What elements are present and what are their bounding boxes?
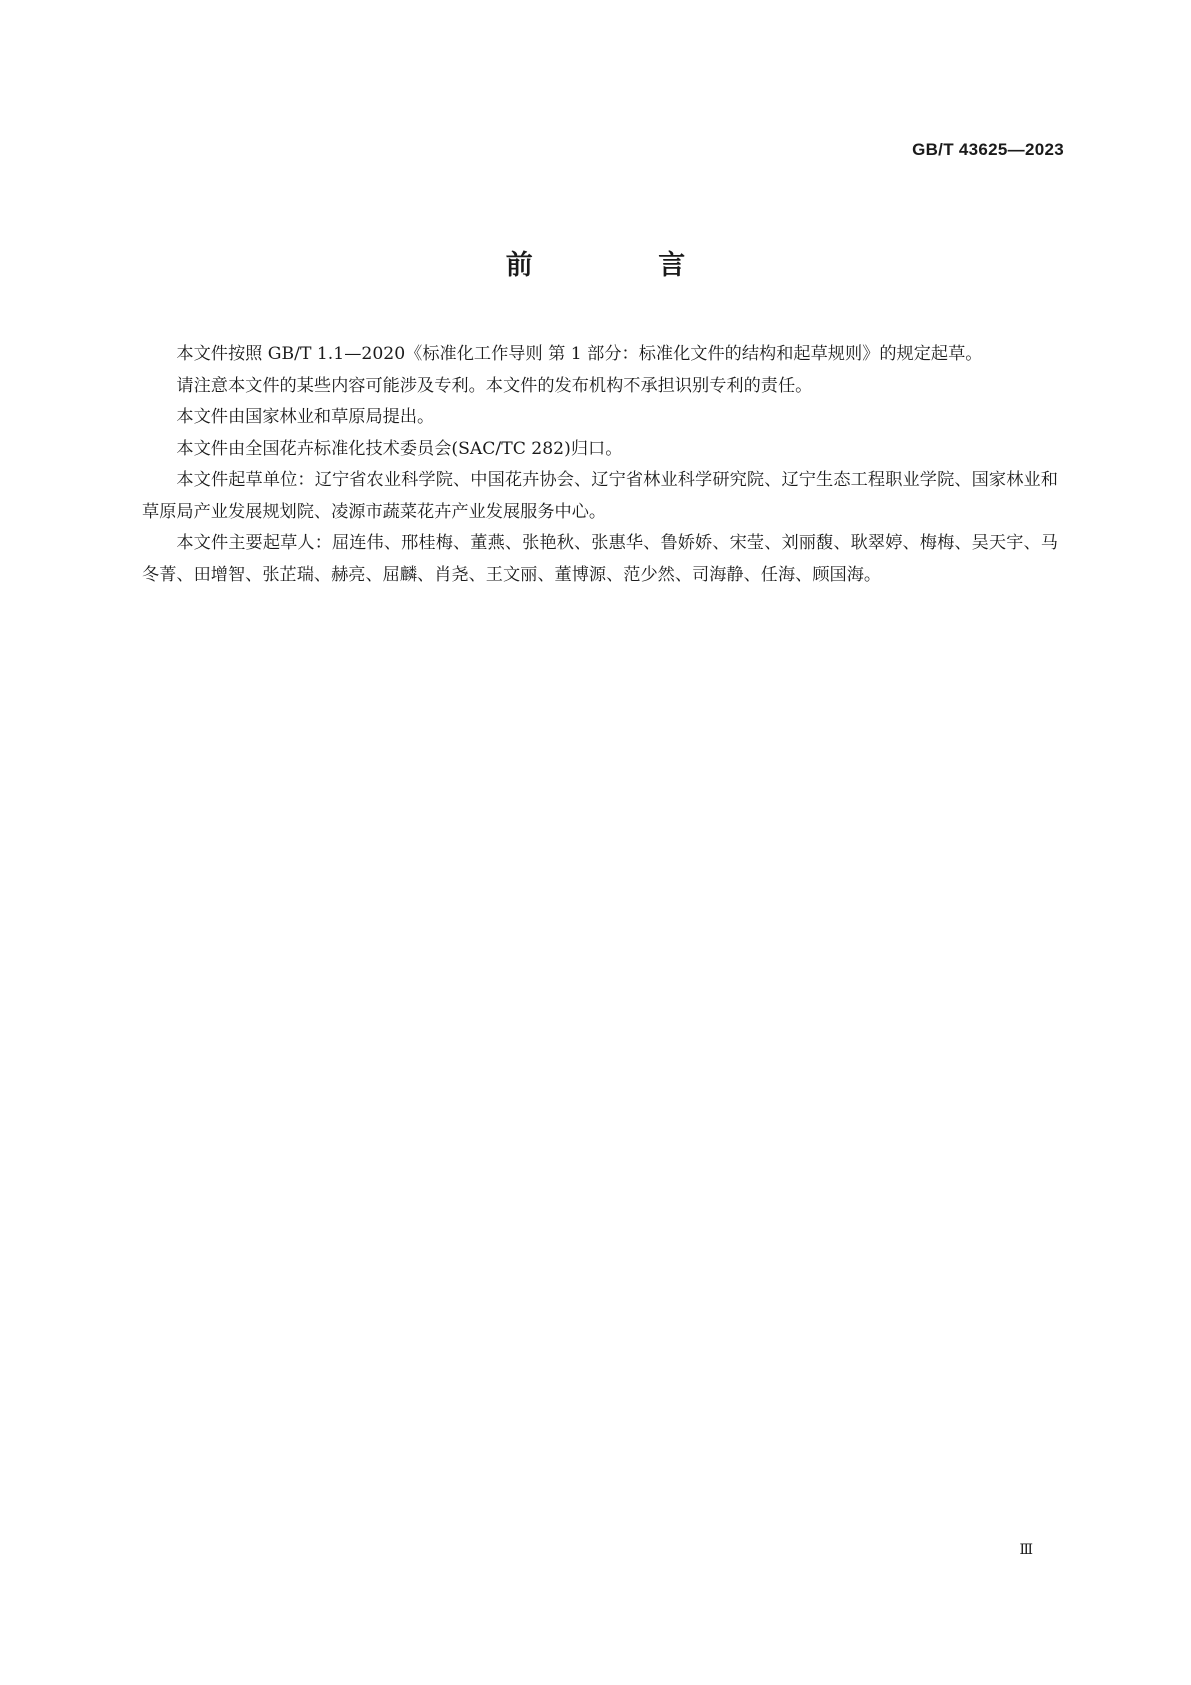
paragraph-technical-committee: 本文件由全国花卉标准化技术委员会(SAC/TC 282)归口。 bbox=[176, 438, 623, 459]
foreword-body bbox=[142, 339, 1058, 591]
paragraph-proposer: 本文件由国家林业和草原局提出。 bbox=[176, 407, 435, 427]
paragraph-drafting-units: 本文件起草单位：辽宁省农业科学院、中国花卉协会、辽宁省林业科学研究院、辽宁生态工程职业学院、国家林业和草原局产业发展规划院、凌源市蔬菜花卉产业发展服务中心。 bbox=[142, 470, 1058, 522]
paragraph-drafting-rules: 本文件按照 GB/T 1.1—2020《标准化工作导则 第 1 部分：标准化文件的结构和起草规则》的规定起草。 bbox=[176, 344, 983, 364]
page-number: Ⅲ bbox=[1019, 1542, 1033, 1558]
paragraph-patent-notice: 请注意本文件的某些内容可能涉及专利。本文件的发布机构不承担识别专利的责任。 bbox=[176, 375, 813, 396]
paragraph-drafters: 本文件主要起草人：屈连伟、邢桂梅、董燕、张艳秋、张惠华、鲁娇娇、宋莹、刘丽馥、耿翠婷、梅梅、吴天宇、马冬菁、田增智、张芷瑞、赫亮、屈麟、肖尧、王文丽、董博源、范少然、司海静、任海、顾国海。 bbox=[142, 533, 1058, 585]
standard-code: GB/T 43625—2023 bbox=[912, 140, 1064, 159]
page-title: 前 言 bbox=[505, 250, 744, 281]
